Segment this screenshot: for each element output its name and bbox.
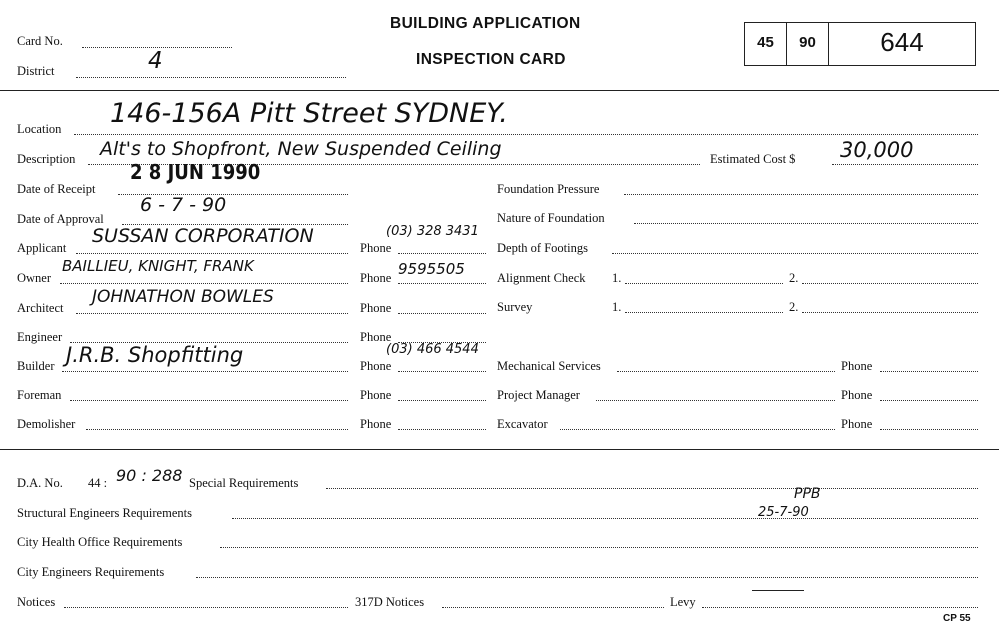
survey-1-label: 1. xyxy=(612,300,622,314)
project-manager-phone-line[interactable] xyxy=(880,400,978,401)
alignment-check-1-line[interactable] xyxy=(625,283,783,284)
district-line[interactable] xyxy=(76,77,346,78)
architect-value: JOHNATHON BOWLES xyxy=(92,287,274,307)
location-label: Location xyxy=(17,122,62,136)
da-no-label: D.A. No. xyxy=(17,476,63,490)
architect-phone-label: Phone xyxy=(360,301,392,315)
builder-phone-value: (03) 466 4544 xyxy=(386,342,479,357)
city-health-line[interactable] xyxy=(220,547,978,548)
initials-ppb: PPB xyxy=(794,486,821,502)
owner-label: Owner xyxy=(17,271,52,285)
nature-of-foundation-label: Nature of Foundation xyxy=(497,211,605,225)
architect-phone-line[interactable] xyxy=(398,313,486,314)
builder-phone-label: Phone xyxy=(360,359,392,373)
depth-of-footings-label: Depth of Footings xyxy=(497,241,588,255)
title-inspection-card: INSPECTION CARD xyxy=(416,51,566,68)
reference-box xyxy=(744,22,976,66)
foreman-phone-line[interactable] xyxy=(398,400,486,401)
date-of-receipt-stamp: 2 8 JUN 1990 xyxy=(130,160,261,185)
architect-label: Architect xyxy=(17,301,64,315)
owner-phone-label: Phone xyxy=(360,271,392,285)
foreman-label: Foreman xyxy=(17,388,62,402)
card-no-label: Card No. xyxy=(17,34,63,48)
alignment-check-label: Alignment Check xyxy=(497,271,586,285)
description-label: Description xyxy=(17,152,76,166)
applicant-phone-line[interactable] xyxy=(398,253,486,254)
city-health-label: City Health Office Requirements xyxy=(17,535,183,549)
applicant-phone-value: (03) 328 3431 xyxy=(386,224,479,239)
da-no-value: 90 : 288 xyxy=(116,466,183,485)
form-code: CP 55 xyxy=(943,613,971,624)
engineer-phone-label: Phone xyxy=(360,330,392,344)
reference-box-year: 45 xyxy=(757,34,774,51)
owner-phone-line[interactable] xyxy=(398,283,486,284)
title-building-application: BUILDING APPLICATION xyxy=(390,15,581,32)
district-label: District xyxy=(17,64,55,78)
nature-of-foundation-line[interactable] xyxy=(634,223,978,224)
notices-line[interactable] xyxy=(64,607,348,608)
structural-engineers-label: Structural Engineers Requirements xyxy=(17,506,192,520)
foreman-phone-label: Phone xyxy=(360,388,392,402)
builder-line[interactable] xyxy=(62,371,348,372)
special-requirements-line[interactable] xyxy=(326,488,978,489)
district-value: 4 xyxy=(148,48,163,74)
builder-label: Builder xyxy=(17,359,55,373)
applicant-phone-label: Phone xyxy=(360,241,392,255)
demolisher-line[interactable] xyxy=(86,429,348,430)
mechanical-services-line[interactable] xyxy=(617,371,835,372)
applicant-line[interactable] xyxy=(76,253,348,254)
excavator-phone-label: Phone xyxy=(841,417,873,431)
section-divider xyxy=(0,449,999,450)
notices-317d-line[interactable] xyxy=(442,607,664,608)
alignment-check-2-line[interactable] xyxy=(802,283,978,284)
levy-label: Levy xyxy=(670,595,696,609)
initials-date: 25-7-90 xyxy=(758,505,809,520)
owner-value: BAILLIEU, KNIGHT, FRANK xyxy=(62,257,254,275)
excavator-label: Excavator xyxy=(497,417,548,431)
foundation-pressure-line[interactable] xyxy=(624,194,978,195)
applicant-label: Applicant xyxy=(17,241,67,255)
location-line[interactable] xyxy=(74,134,978,135)
mechanical-services-label: Mechanical Services xyxy=(497,359,601,373)
survey-2-label: 2. xyxy=(789,300,799,314)
survey-2-line[interactable] xyxy=(802,312,978,313)
excavator-line[interactable] xyxy=(560,429,835,430)
foreman-line[interactable] xyxy=(70,400,348,401)
demolisher-label: Demolisher xyxy=(17,417,76,431)
depth-of-footings-line[interactable] xyxy=(612,253,978,254)
foundation-pressure-label: Foundation Pressure xyxy=(497,182,600,196)
survey-label: Survey xyxy=(497,300,533,314)
date-of-approval-value: 6 - 7 - 90 xyxy=(140,194,227,216)
date-of-approval-label: Date of Approval xyxy=(17,212,104,226)
demolisher-phone-line[interactable] xyxy=(398,429,486,430)
location-value: 146-156A Pitt Street SYDNEY. xyxy=(110,98,508,129)
reference-box-series: 90 xyxy=(799,34,816,51)
mechanical-services-phone-label: Phone xyxy=(841,359,873,373)
estimated-cost-line[interactable] xyxy=(832,164,978,165)
estimated-cost-label: Estimated Cost $ xyxy=(710,152,796,166)
applicant-value: SUSSAN CORPORATION xyxy=(92,225,314,247)
project-manager-phone-label: Phone xyxy=(841,388,873,402)
estimated-cost-value: 30,000 xyxy=(840,138,914,162)
levy-handwritten-dash xyxy=(752,590,804,591)
owner-phone-value: 9595505 xyxy=(398,260,465,278)
levy-line[interactable] xyxy=(702,607,978,608)
da-no-prefix: 44 : xyxy=(88,476,108,490)
alignment-check-1-label: 1. xyxy=(612,271,622,285)
excavator-phone-line[interactable] xyxy=(880,429,978,430)
demolisher-phone-label: Phone xyxy=(360,417,392,431)
engineer-label: Engineer xyxy=(17,330,63,344)
header-divider xyxy=(0,90,999,91)
city-engineers-label: City Engineers Requirements xyxy=(17,565,165,579)
structural-engineers-line[interactable] xyxy=(232,518,978,519)
project-manager-label: Project Manager xyxy=(497,388,580,402)
notices-label: Notices xyxy=(17,595,56,609)
survey-1-line[interactable] xyxy=(625,312,783,313)
owner-line[interactable] xyxy=(60,283,348,284)
builder-value: J.R.B. Shopfitting xyxy=(66,343,244,367)
alignment-check-2-label: 2. xyxy=(789,271,799,285)
special-requirements-label: Special Requirements xyxy=(189,476,299,490)
notices-317d-label: 317D Notices xyxy=(355,595,425,609)
date-of-receipt-label: Date of Receipt xyxy=(17,182,96,196)
description-value: Alt's to Shopfront, New Suspended Ceiling xyxy=(100,138,502,160)
project-manager-line[interactable] xyxy=(596,400,835,401)
builder-phone-line[interactable] xyxy=(398,371,486,372)
reference-box-number: 644 xyxy=(880,27,924,57)
mechanical-services-phone-line[interactable] xyxy=(880,371,978,372)
city-engineers-line[interactable] xyxy=(196,577,978,578)
architect-line[interactable] xyxy=(76,313,348,314)
